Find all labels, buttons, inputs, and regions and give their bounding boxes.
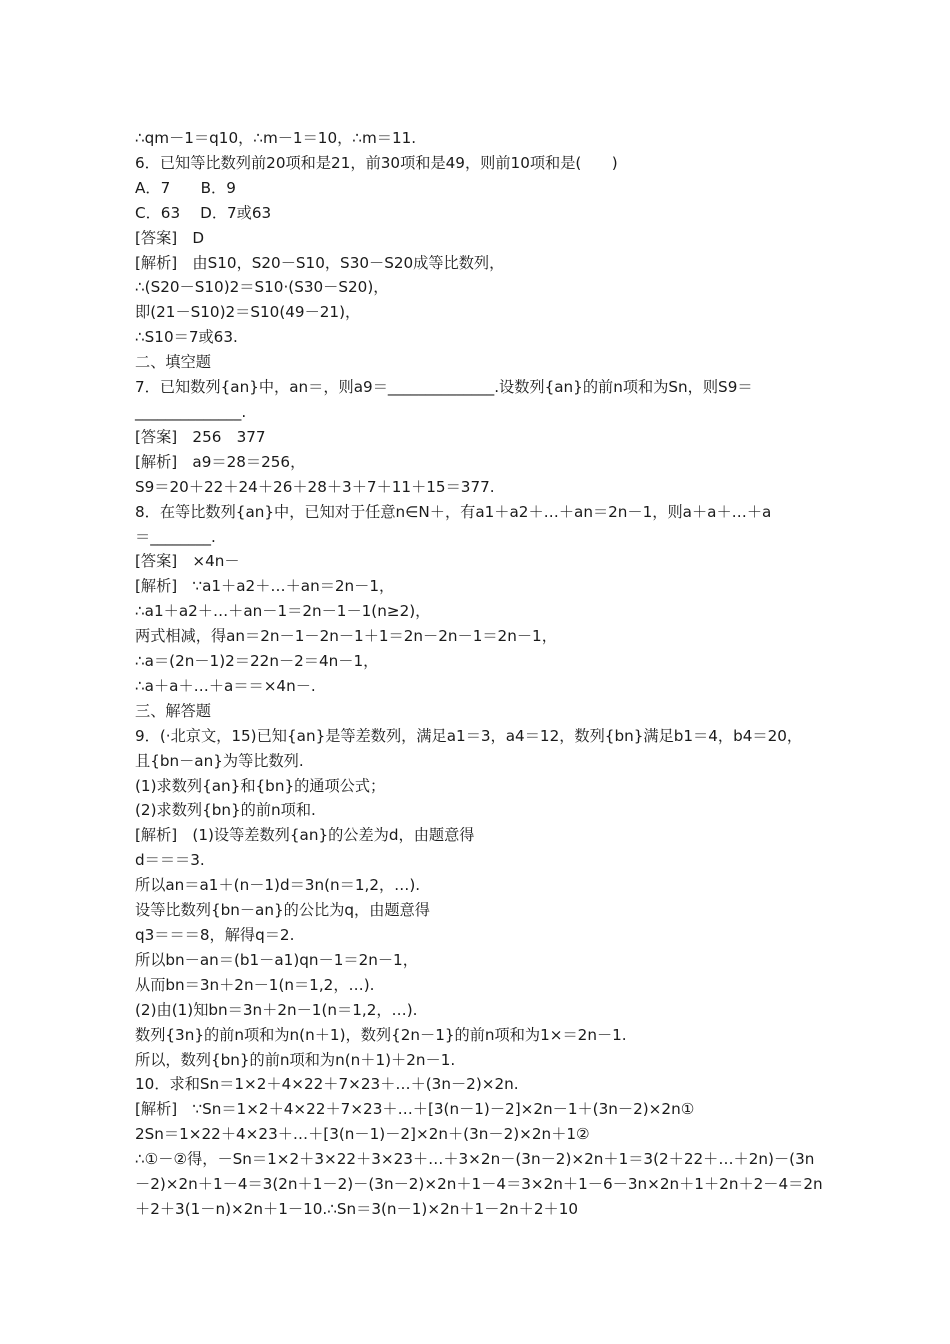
analysis-line: [解析] ∵Sn＝1×2＋4×22＋7×23＋…＋[3(n－1)－2]×2n－1＋(3n－2)×2n① — [135, 1100, 695, 1119]
text-line: 从而bn＝3n＋2n－1(n＝1,2，…). — [135, 975, 375, 994]
text-line: (1)求数列{an}和{bn}的通项公式； — [135, 776, 386, 795]
answer-line: [答案] 256 377 — [135, 427, 266, 446]
choice-line: C．63 D．7或63 — [135, 203, 272, 222]
section-heading: 二、填空题 — [135, 353, 211, 372]
text-line: (2)求数列{bn}的前n项和. — [135, 801, 316, 820]
text-line: 所以an＝a1＋(n－1)d＝3n(n＝1,2，…). — [135, 876, 421, 895]
text-line: ∴qm－1＝q10，∴m－1＝10，∴m＝11. — [135, 129, 417, 147]
question-6: 6．已知等比数列前20项和是21，前30项和是49，则前10项和是( ) — [135, 153, 618, 172]
text-line: 2Sn＝1×22＋4×23＋…＋[3(n－1)－2]×2n＋(3n－2)×2n＋1② — [135, 1125, 590, 1144]
text-line: 所以bn－an＝(b1－a1)qn－1＝2n－1， — [135, 950, 418, 969]
text-line: 且{bn－an}为等比数列. — [135, 751, 304, 770]
text-paragraph: ∴①－②得，－Sn＝1×2＋3×22＋3×23＋…＋3×2n－(3n－2)×2n＋1＝3(2＋22＋…＋2n)－(3n－2)×2n＋1－4＝3(2n＋1－2)－(3n－2)×2n＋1－4＝3×2n＋1－6－3n×2n＋1＋2n＋2－4＝2n＋2＋3(1－n)×2n＋1－10.∴Sn＝3(n－1)×2n＋1－2n＋2＋10 — [135, 1150, 823, 1218]
answer-line: [答案] D — [135, 228, 205, 247]
text-line: 两式相减，得an＝2n－1－2n－1＋1＝2n－2n－1＝2n－1， — [135, 627, 557, 646]
text-line: ∴a＝(2n－1)2＝22n－2＝4n－1， — [135, 652, 379, 671]
text-line: ∴(S20－S10)2＝S10·(S30－S20)， — [135, 278, 389, 297]
analysis-line: [解析] a9＝28＝256， — [135, 452, 306, 471]
choice-line: A．7 B．9 — [135, 178, 236, 197]
question-10: 10．求和Sn＝1×2＋4×22＋7×23＋…＋(3n－2)×2n. — [135, 1075, 519, 1094]
document-body — [135, 126, 825, 1222]
text-line: ∴a＋a＋…＋a＝＝×4n－. — [135, 676, 316, 695]
section-heading: 三、解答题 — [135, 701, 211, 720]
text-line: ∴S10＝7或63. — [135, 328, 238, 347]
question-7: 7．已知数列{an}中，an＝，则a9＝______________.设数列{an}的前n项和为Sn，则S9＝ — [135, 378, 753, 397]
text-line: 所以，数列{bn}的前n项和为n(n＋1)＋2n－1. — [135, 1050, 456, 1069]
analysis-line: [解析] 由S10，S20－S10，S30－S20成等比数列， — [135, 253, 505, 272]
text-line: d＝＝＝3. — [135, 851, 205, 870]
text-line: 数列{3n}的前n项和为n(n＋1)，数列{2n－1}的前n项和为1×＝2n－1. — [135, 1025, 627, 1044]
text-line: q3＝＝＝8，解得q＝2. — [135, 926, 295, 944]
text-line: S9＝20＋22＋24＋26＋28＋3＋7＋11＋15＝377. — [135, 477, 495, 496]
analysis-line: [解析] (1)设等差数列{an}的公差为d，由题意得 — [135, 826, 475, 845]
answer-line: [答案] ×4n－ — [135, 552, 240, 571]
analysis-line: [解析] ∵a1＋a2＋…＋an＝2n－1， — [135, 577, 395, 596]
text-line: ＝________. — [135, 527, 216, 546]
text-line: ______________. — [135, 402, 247, 421]
question-9: 9．(·北京文，15)已知{an}是等差数列，满足a1＝3，a4＝12，数列{bn}满足b1＝4，b4＝20， — [135, 726, 803, 745]
question-8: 8．在等比数列{an}中，已知对于任意n∈N＋，有a1＋a2＋…＋an＝2n－1，则a＋a＋…＋a — [135, 502, 772, 521]
text-line: 即(21－S10)2＝S10(49－21)， — [135, 303, 361, 322]
text-line: (2)由(1)知bn＝3n＋2n－1(n＝1,2，…). — [135, 1000, 418, 1019]
text-line: 设等比数列{bn－an}的公比为q，由题意得 — [135, 901, 430, 920]
text-line: ∴a1＋a2＋…＋an－1＝2n－1－1(n≥2)， — [135, 602, 431, 621]
